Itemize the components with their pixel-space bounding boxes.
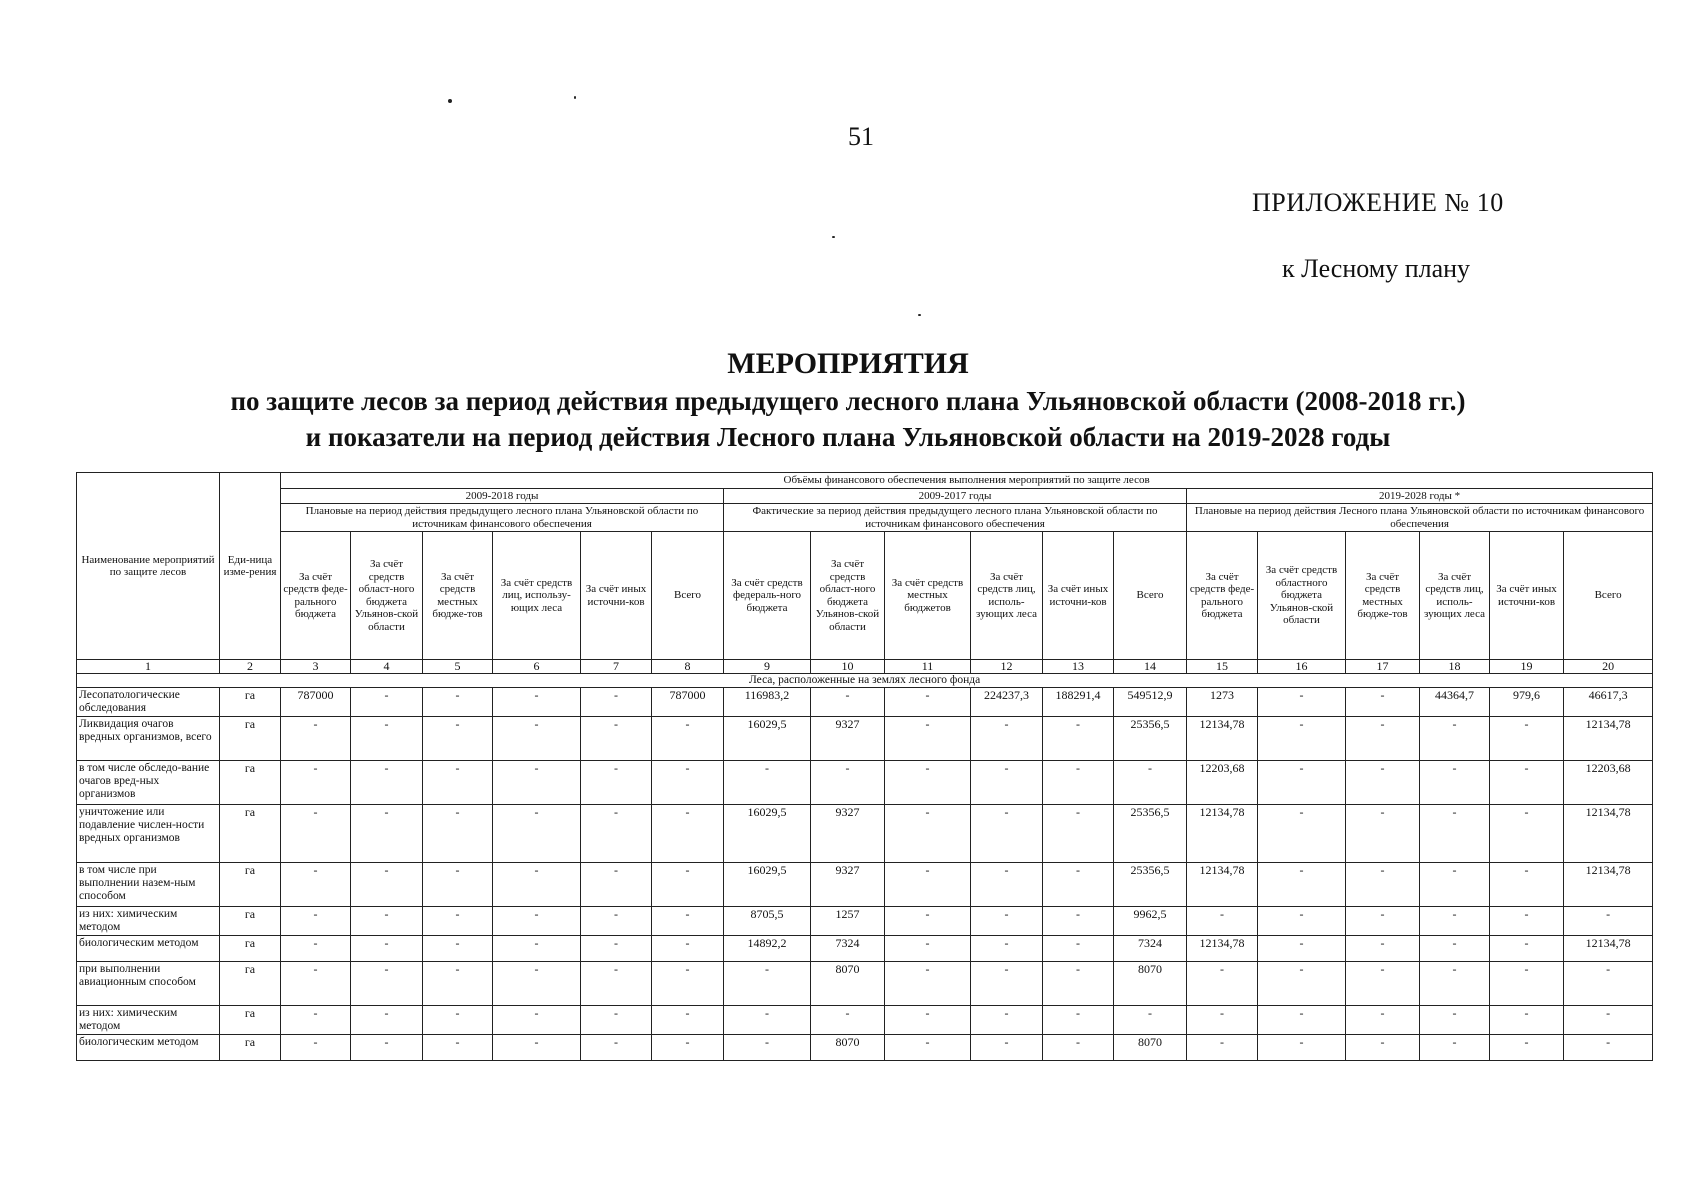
value-cell: - <box>885 805 971 863</box>
page-number: 51 <box>848 122 874 151</box>
page-title: МЕРОПРИЯТИЯ <box>727 347 969 380</box>
column-number: 7 <box>581 660 652 674</box>
scan-speck <box>832 236 835 238</box>
value-cell: 224237,3 <box>971 688 1043 717</box>
value-cell: - <box>1043 962 1114 1006</box>
value-cell: - <box>423 962 493 1006</box>
value-cell: - <box>885 863 971 907</box>
value-cell: - <box>493 761 581 805</box>
column-number: 14 <box>1114 660 1187 674</box>
value-cell: - <box>1490 863 1564 907</box>
column-number: 2 <box>220 660 281 674</box>
value-cell: 25356,5 <box>1114 805 1187 863</box>
value-cell: - <box>724 1006 811 1035</box>
value-cell: - <box>581 863 652 907</box>
value-cell: - <box>1346 907 1420 936</box>
value-cell: - <box>1420 1006 1490 1035</box>
measure-unit: га <box>220 936 281 962</box>
value-cell: - <box>1490 962 1564 1006</box>
value-cell: 25356,5 <box>1114 863 1187 907</box>
value-cell: - <box>1346 688 1420 717</box>
measure-name: при выполнении авиационным способом <box>77 962 220 1006</box>
appendix-to: к Лесному плану <box>1282 254 1471 283</box>
value-cell: 787000 <box>652 688 724 717</box>
measure-name: биологическим методом <box>77 1035 220 1061</box>
table-row <box>77 688 1653 717</box>
column-number: 10 <box>811 660 885 674</box>
value-cell: - <box>281 863 351 907</box>
value-cell: - <box>885 907 971 936</box>
value-cell: 12203,68 <box>1187 761 1258 805</box>
value-cell: - <box>1346 936 1420 962</box>
value-cell: - <box>971 962 1043 1006</box>
value-cell: - <box>971 936 1043 962</box>
value-cell: - <box>351 1006 423 1035</box>
subheader-cell: За счёт средств област-ного бюджета Ульянов-ской области <box>351 532 423 660</box>
value-cell: - <box>423 863 493 907</box>
value-cell: - <box>652 962 724 1006</box>
value-cell: - <box>1420 936 1490 962</box>
measure-name: Лесопатологические обследования <box>77 688 220 717</box>
column-number: 11 <box>885 660 971 674</box>
value-cell: - <box>1346 962 1420 1006</box>
value-cell: - <box>1490 761 1564 805</box>
value-cell: - <box>1187 1035 1258 1061</box>
value-cell: - <box>971 863 1043 907</box>
subheader-cell: Всего <box>652 532 724 660</box>
header-group-planned-previous: Плановые на период действия предыдущего лесного плана Ульяновской области по источникам финансового обеспечения <box>281 504 724 532</box>
value-cell: - <box>281 1006 351 1035</box>
measure-unit: га <box>220 761 281 805</box>
subheader-cell: За счёт средств област-ного бюджета Ульянов-ской области <box>811 532 885 660</box>
value-cell: - <box>281 717 351 761</box>
value-cell: - <box>1346 717 1420 761</box>
value-cell: - <box>423 1006 493 1035</box>
value-cell: 8070 <box>811 1035 885 1061</box>
value-cell: - <box>1043 863 1114 907</box>
value-cell: - <box>493 1006 581 1035</box>
measure-name: биологическим методом <box>77 936 220 962</box>
value-cell: - <box>351 717 423 761</box>
value-cell: - <box>1258 936 1346 962</box>
value-cell: - <box>1258 688 1346 717</box>
value-cell: - <box>971 1035 1043 1061</box>
value-cell: - <box>1043 761 1114 805</box>
value-cell: - <box>885 761 971 805</box>
value-cell: - <box>971 907 1043 936</box>
value-cell: - <box>1187 907 1258 936</box>
subheader-cell: Всего <box>1564 532 1653 660</box>
value-cell: 116983,2 <box>724 688 811 717</box>
header-period-2009-2018: 2009-2018 годы <box>281 488 724 504</box>
value-cell: 9327 <box>811 805 885 863</box>
subheader-cell: За счёт средств местных бюдже-тов <box>423 532 493 660</box>
column-number: 12 <box>971 660 1043 674</box>
value-cell: - <box>423 805 493 863</box>
column-number: 8 <box>652 660 724 674</box>
value-cell: 12134,78 <box>1187 805 1258 863</box>
value-cell: - <box>1114 761 1187 805</box>
column-number: 20 <box>1564 660 1653 674</box>
column-number: 3 <box>281 660 351 674</box>
value-cell: 188291,4 <box>1043 688 1114 717</box>
value-cell: 8070 <box>1114 1035 1187 1061</box>
value-cell: - <box>652 863 724 907</box>
measure-unit: га <box>220 1006 281 1035</box>
value-cell: - <box>493 688 581 717</box>
value-cell: - <box>811 761 885 805</box>
column-number: 16 <box>1258 660 1346 674</box>
value-cell: - <box>581 761 652 805</box>
subheader-cell: За счёт средств лиц, исполь-зующих леса <box>1420 532 1490 660</box>
subheader-cell: За счёт иных источни-ков <box>1490 532 1564 660</box>
value-cell: - <box>885 962 971 1006</box>
value-cell: 12134,78 <box>1564 863 1653 907</box>
value-cell: 979,6 <box>1490 688 1564 717</box>
column-number: 13 <box>1043 660 1114 674</box>
table-row <box>77 962 1653 1006</box>
value-cell: - <box>1490 1035 1564 1061</box>
value-cell: - <box>885 936 971 962</box>
title-block <box>0 345 1696 455</box>
value-cell: 14892,2 <box>724 936 811 962</box>
value-cell: - <box>581 936 652 962</box>
column-number: 4 <box>351 660 423 674</box>
value-cell: - <box>811 688 885 717</box>
value-cell: - <box>351 761 423 805</box>
table-body <box>77 660 1653 1061</box>
value-cell: - <box>281 907 351 936</box>
subheader-cell: За счёт средств федераль-ного бюджета <box>724 532 811 660</box>
value-cell: - <box>885 717 971 761</box>
value-cell: - <box>1346 1035 1420 1061</box>
column-number: 17 <box>1346 660 1420 674</box>
value-cell: - <box>581 962 652 1006</box>
value-cell: - <box>1564 1035 1653 1061</box>
subheader-cell: За счёт средств областного бюджета Ульянов-ской области <box>1258 532 1346 660</box>
value-cell: - <box>1420 1035 1490 1061</box>
value-cell: - <box>351 863 423 907</box>
section-row <box>77 674 1653 688</box>
value-cell: - <box>652 1006 724 1035</box>
measure-name: Ликвидация очагов вредных организмов, всего <box>77 717 220 761</box>
header-funding: Объёмы финансового обеспечения выполнения мероприятий по защите лесов <box>281 473 1653 489</box>
header-group-actual-previous: Фактические за период действия предыдущего лесного плана Ульяновской области по источникам финансового обеспечения <box>724 504 1187 532</box>
value-cell: - <box>1258 962 1346 1006</box>
value-cell: - <box>351 805 423 863</box>
value-cell: - <box>423 907 493 936</box>
header-unit: Еди-ница изме-рения <box>220 473 281 660</box>
value-cell: - <box>652 805 724 863</box>
value-cell: - <box>423 761 493 805</box>
value-cell: - <box>885 688 971 717</box>
table-row <box>77 936 1653 962</box>
table-row <box>77 1035 1653 1061</box>
value-cell: 9327 <box>811 863 885 907</box>
scan-speck <box>574 96 576 99</box>
value-cell: 12134,78 <box>1564 936 1653 962</box>
value-cell: - <box>493 863 581 907</box>
value-cell: - <box>1346 761 1420 805</box>
value-cell: - <box>423 717 493 761</box>
value-cell: 8070 <box>811 962 885 1006</box>
value-cell: - <box>351 962 423 1006</box>
measure-name: в том числе при выполнении назем-ным способом <box>77 863 220 907</box>
measure-name: из них: химическим методом <box>77 1006 220 1035</box>
value-cell: 12134,78 <box>1564 805 1653 863</box>
value-cell: - <box>1490 717 1564 761</box>
column-numbers-row <box>77 660 1653 674</box>
value-cell: - <box>281 761 351 805</box>
column-number: 6 <box>493 660 581 674</box>
value-cell: 9962,5 <box>1114 907 1187 936</box>
value-cell: - <box>1346 863 1420 907</box>
value-cell: 12134,78 <box>1187 936 1258 962</box>
value-cell: - <box>581 805 652 863</box>
value-cell: - <box>1043 805 1114 863</box>
value-cell: - <box>971 805 1043 863</box>
value-cell: - <box>351 936 423 962</box>
value-cell: - <box>885 1006 971 1035</box>
subheader-cell: За счёт средств феде-рального бюджета <box>281 532 351 660</box>
value-cell: - <box>351 1035 423 1061</box>
value-cell: - <box>724 1035 811 1061</box>
value-cell: 9327 <box>811 717 885 761</box>
value-cell: - <box>971 1006 1043 1035</box>
value-cell: - <box>724 761 811 805</box>
column-number: 18 <box>1420 660 1490 674</box>
value-cell: 8705,5 <box>724 907 811 936</box>
value-cell: - <box>652 907 724 936</box>
measure-unit: га <box>220 907 281 936</box>
value-cell: - <box>1043 936 1114 962</box>
value-cell: 7324 <box>1114 936 1187 962</box>
table-row <box>77 863 1653 907</box>
value-cell: - <box>493 936 581 962</box>
subheader-cell: За счёт средств феде-рального бюджета <box>1187 532 1258 660</box>
value-cell: 16029,5 <box>724 863 811 907</box>
value-cell: - <box>423 1035 493 1061</box>
value-cell: - <box>493 962 581 1006</box>
value-cell: - <box>1420 863 1490 907</box>
value-cell: - <box>1258 907 1346 936</box>
header-period-2009-2017: 2009-2017 годы <box>724 488 1187 504</box>
value-cell: - <box>281 805 351 863</box>
value-cell: - <box>652 1035 724 1061</box>
value-cell: - <box>652 761 724 805</box>
value-cell: 16029,5 <box>724 717 811 761</box>
column-number: 19 <box>1490 660 1564 674</box>
value-cell: 8070 <box>1114 962 1187 1006</box>
value-cell: - <box>1114 1006 1187 1035</box>
value-cell: - <box>1043 907 1114 936</box>
value-cell: - <box>1490 907 1564 936</box>
value-cell: - <box>1258 1006 1346 1035</box>
value-cell: - <box>493 805 581 863</box>
subheader-cell: За счёт средств лиц, исполь-зующих леса <box>971 532 1043 660</box>
value-cell: - <box>971 761 1043 805</box>
measure-name: из них: химическим методом <box>77 907 220 936</box>
value-cell: 12134,78 <box>1187 863 1258 907</box>
page-subtitle-line-2: и показатели на период действия Лесного плана Ульяновской области на 2019-2028 годы <box>305 422 1391 452</box>
subheader-cell: За счёт средств лиц, использу-ющих леса <box>493 532 581 660</box>
value-cell: 12203,68 <box>1564 761 1653 805</box>
measure-name: уничтожение или подавление числен-ности вредных организмов <box>77 805 220 863</box>
measure-unit: га <box>220 805 281 863</box>
value-cell: - <box>1258 761 1346 805</box>
value-cell: 12134,78 <box>1187 717 1258 761</box>
measures-table-container <box>76 472 1652 1061</box>
table-row <box>77 907 1653 936</box>
header-measure-name: Наименование мероприятий по защите лесов <box>77 473 220 660</box>
value-cell: - <box>423 688 493 717</box>
value-cell: - <box>581 1006 652 1035</box>
value-cell: - <box>652 717 724 761</box>
subheader-cell: За счёт средств местных бюдже-тов <box>1346 532 1420 660</box>
value-cell: - <box>1564 962 1653 1006</box>
value-cell: - <box>724 962 811 1006</box>
value-cell: - <box>1420 907 1490 936</box>
measure-unit: га <box>220 863 281 907</box>
subheader-cell: За счёт иных источни-ков <box>581 532 652 660</box>
measures-table <box>76 472 1653 1061</box>
value-cell: - <box>281 1035 351 1061</box>
section-label: Леса, расположенные на землях лесного фонда <box>77 674 1653 688</box>
value-cell: 549512,9 <box>1114 688 1187 717</box>
value-cell: - <box>1490 805 1564 863</box>
value-cell: - <box>1346 805 1420 863</box>
scan-speck <box>918 314 921 316</box>
value-cell: 7324 <box>811 936 885 962</box>
table-row <box>77 717 1653 761</box>
value-cell: - <box>1258 1035 1346 1061</box>
value-cell: - <box>281 962 351 1006</box>
value-cell: - <box>493 717 581 761</box>
value-cell: - <box>1564 907 1653 936</box>
header-group-planned-current: Плановые на период действия Лесного плана Ульяновской области по источникам финансового обеспечения <box>1187 504 1653 532</box>
value-cell: 1273 <box>1187 688 1258 717</box>
value-cell: - <box>1420 962 1490 1006</box>
value-cell: - <box>885 1035 971 1061</box>
appendix-label: ПРИЛОЖЕНИЕ № 10 <box>1252 188 1504 217</box>
value-cell: - <box>1043 717 1114 761</box>
value-cell: - <box>1564 1006 1653 1035</box>
header-period-2019-2028: 2019-2028 годы * <box>1187 488 1653 504</box>
value-cell: - <box>971 717 1043 761</box>
value-cell: 12134,78 <box>1564 717 1653 761</box>
table-row <box>77 805 1653 863</box>
value-cell: - <box>1043 1035 1114 1061</box>
value-cell: - <box>1258 717 1346 761</box>
value-cell: - <box>1258 863 1346 907</box>
table-row <box>77 1006 1653 1035</box>
value-cell: - <box>1420 761 1490 805</box>
value-cell: - <box>493 907 581 936</box>
column-number: 15 <box>1187 660 1258 674</box>
value-cell: - <box>423 936 493 962</box>
subheader-cell: За счёт средств местных бюджетов <box>885 532 971 660</box>
value-cell: - <box>652 936 724 962</box>
value-cell: - <box>1043 1006 1114 1035</box>
value-cell: - <box>581 688 652 717</box>
value-cell: - <box>1187 1006 1258 1035</box>
value-cell: - <box>581 907 652 936</box>
value-cell: - <box>1490 1006 1564 1035</box>
value-cell: - <box>1490 936 1564 962</box>
measure-unit: га <box>220 962 281 1006</box>
column-number: 9 <box>724 660 811 674</box>
table-row <box>77 761 1653 805</box>
value-cell: 46617,3 <box>1564 688 1653 717</box>
value-cell: 16029,5 <box>724 805 811 863</box>
value-cell: - <box>811 1006 885 1035</box>
value-cell: 787000 <box>281 688 351 717</box>
value-cell: - <box>581 717 652 761</box>
value-cell: - <box>1420 805 1490 863</box>
value-cell: - <box>1258 805 1346 863</box>
value-cell: 44364,7 <box>1420 688 1490 717</box>
value-cell: - <box>281 936 351 962</box>
value-cell: - <box>1346 1006 1420 1035</box>
subheader-cell: За счёт иных источни-ков <box>1043 532 1114 660</box>
page-subtitle-line-1: по защите лесов за период действия предыдущего лесного плана Ульяновской области (2008-2018 гг.) <box>230 386 1466 416</box>
measure-name: в том числе обследо-вание очагов вред-ных организмов <box>77 761 220 805</box>
measure-unit: га <box>220 717 281 761</box>
subheader-cell: Всего <box>1114 532 1187 660</box>
measure-unit: га <box>220 688 281 717</box>
column-number: 1 <box>77 660 220 674</box>
value-cell: 1257 <box>811 907 885 936</box>
value-cell: 25356,5 <box>1114 717 1187 761</box>
value-cell: - <box>493 1035 581 1061</box>
measure-unit: га <box>220 1035 281 1061</box>
value-cell: - <box>1420 717 1490 761</box>
column-number: 5 <box>423 660 493 674</box>
value-cell: - <box>581 1035 652 1061</box>
value-cell: - <box>1187 962 1258 1006</box>
value-cell: - <box>351 688 423 717</box>
value-cell: - <box>351 907 423 936</box>
scan-speck <box>448 99 452 103</box>
